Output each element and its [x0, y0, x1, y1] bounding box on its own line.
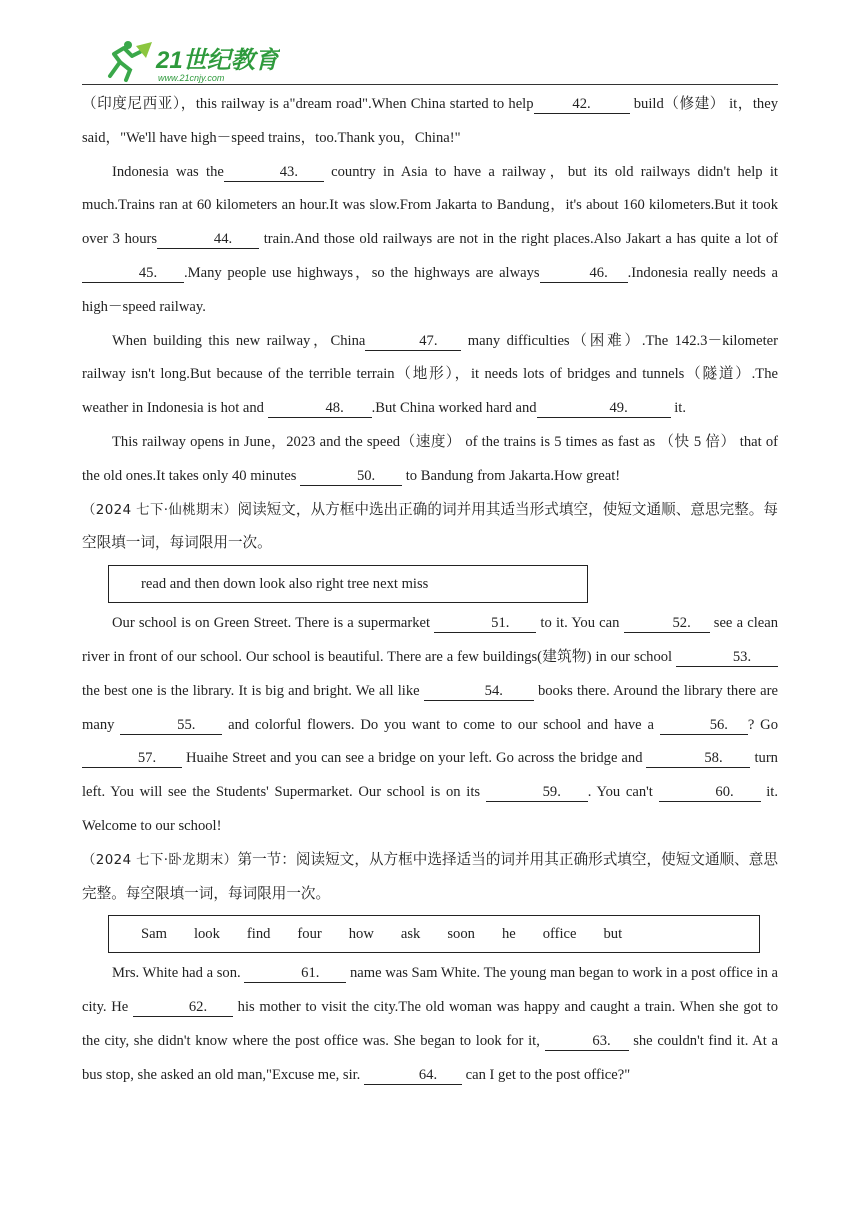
blank-43[interactable]: 43. — [224, 163, 324, 182]
blank-56[interactable]: 56. — [660, 716, 748, 735]
blank-46[interactable]: 46. — [540, 264, 628, 283]
word-box — [108, 915, 760, 953]
word-option: soon — [447, 926, 475, 943]
page-header — [82, 38, 778, 86]
source-tag: （2024 七下·仙桃期末） — [82, 502, 238, 518]
word-option: office — [542, 926, 577, 943]
logo — [100, 40, 280, 84]
logo-url: www.21cnjy.com — [158, 73, 225, 83]
blank-45[interactable]: 45. — [82, 264, 184, 283]
passage1-paragraph-3: When building this new railway，China 47. many difficulties（困难）.The 142.3－kilometer railway isn't long.But because of the terrible terrain（地形），it needs lots of bridges and tunnels（隧道）.The weather in Indonesia is hot and 48. .But China worked hard and 49. it. — [82, 332, 778, 417]
header-divider — [82, 84, 778, 85]
passage1-paragraph-1: （印度尼西亚），this railway is a"dream road".When China started to help 42. build（修建） it，they said，"We'll have high－speed trains，too.Thank you，China!" — [82, 96, 778, 146]
source-tag: （2024 七下·卧龙期末） — [82, 852, 238, 868]
blank-61[interactable]: 61. — [244, 964, 346, 983]
passage1-paragraph-2: Indonesia was the 43. country in Asia to have a railway，but its old railways didn't help it much.Trains ran at 60 kilometers an hour.It was slow.From Jakarta to Bandung，it's about 160 kilometers.But it took over 3 hours 44. train.And those old railways are not in the right places.Also Jakart a has quite a lot of45. .Many people use highways，so the highways are always 46. .Indonesia really needs a high－speed railway. — [82, 163, 778, 315]
instruction-text: 第一节：阅读短文，从方框中选择适当的词并用其正确形式填空，使短文通顺、意思完整。每空限填一词，每词限用一次。 — [82, 851, 778, 902]
blank-58[interactable]: 58. — [646, 749, 750, 768]
blank-48[interactable]: 48. — [268, 399, 372, 418]
word-option: ask — [400, 926, 421, 943]
blank-50[interactable]: 50. — [300, 467, 402, 486]
document-body — [82, 88, 778, 1093]
word-box — [108, 565, 588, 603]
section2-instruction — [82, 494, 778, 562]
blank-63[interactable]: 63. — [545, 1032, 629, 1051]
word-option: look — [193, 926, 220, 943]
blank-47[interactable]: 47. — [365, 332, 461, 351]
passage2-paragraph: Our school is on Green Street. There is a supermarket 51. to it. You can 52. see a clean river in front of our school. Our school is beautiful. There are a few buildings(建筑物) in our school 53. the best one is the library. It is big and bright. We all like 54. books there. Around the library there are many 55. and colorful flowers. Do you want to come to our school and have a 56. ? Go 57. Huaihe Street and you can see a bridge on your left. Go across the bridge and 58. turn left. You will see the Students' Supermarket. Our school is on its 59. . You can't 60. it. Welcome to our school! — [82, 615, 779, 834]
logo-text: 21世纪教育 — [156, 47, 279, 74]
blank-49[interactable]: 49. — [537, 399, 671, 418]
blank-64[interactable]: 64. — [364, 1066, 462, 1085]
blank-57[interactable]: 57. — [82, 749, 182, 768]
instruction-text: 阅读短文，从方框中选出正确的词并用其适当形式填空，使短文通顺、意思完整。每空限填一词，每词限用一次。 — [82, 501, 778, 552]
word-box-text: read and then down look also right tree next miss — [141, 576, 429, 593]
blank-44[interactable]: 44. — [157, 230, 259, 249]
word-option: Sam — [141, 926, 167, 943]
blank-53[interactable]: 53. — [676, 648, 778, 667]
blank-62[interactable]: 62. — [133, 998, 233, 1017]
runner-icon — [110, 48, 140, 76]
blank-51[interactable]: 51. — [434, 614, 536, 633]
blank-42[interactable]: 42. — [534, 95, 630, 114]
word-option: he — [501, 926, 516, 943]
word-option: how — [348, 926, 374, 943]
blank-54[interactable]: 54. — [424, 682, 534, 701]
passage1-paragraph-4: This railway opens in June，2023 and the speed（速度） of the trains is 5 times as fast as （快 5 倍） that of the old ones.It takes only 40 minutes 50. to Bandung from Jakarta.How great! — [82, 433, 778, 484]
word-option: but — [603, 926, 623, 943]
blank-60[interactable]: 60. — [659, 783, 761, 802]
blank-59[interactable]: 59. — [486, 783, 588, 802]
blank-55[interactable]: 55. — [120, 716, 222, 735]
word-option: four — [297, 926, 322, 943]
blank-52[interactable]: 52. — [624, 614, 710, 633]
section3-instruction — [82, 844, 778, 912]
word-option: find — [246, 926, 271, 943]
passage3-paragraph: Mrs. White had a son. 61. name was Sam White. The young man began to work in a post office in a city. He 62. his mother to visit the city.The old woman was happy and caught a train. When she got to the city, she didn't know where the post office was. She began to look for it, 63. she couldn't find it. At a bus stop, she asked an old man,"Excuse me, sir. 64. can I get to the post office?" — [82, 965, 778, 1083]
